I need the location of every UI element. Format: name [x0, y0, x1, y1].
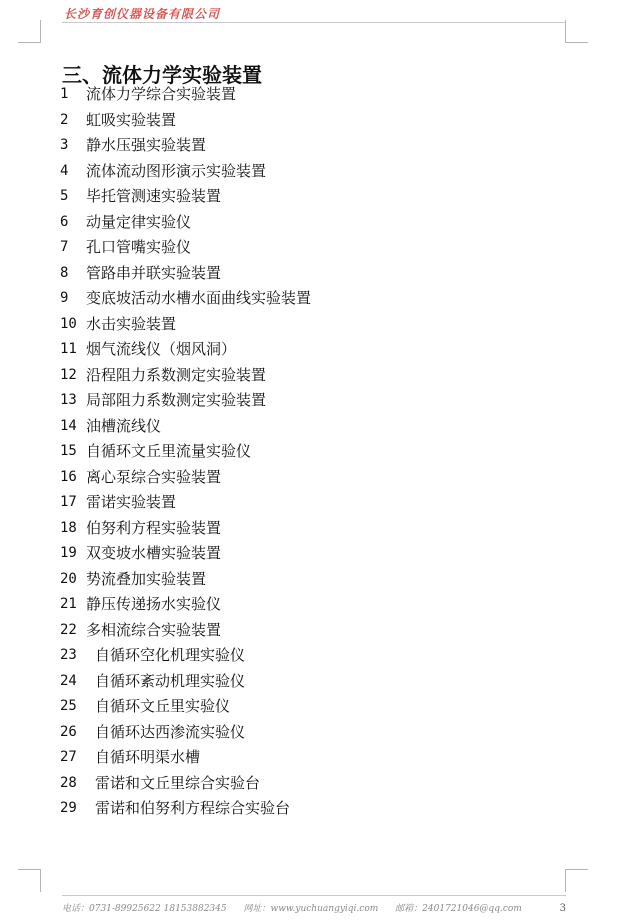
list-item — [60, 490, 311, 516]
list-item-number: 10 — [60, 315, 77, 332]
list-item — [60, 439, 311, 465]
list-item-label: 水击实验装置 — [86, 314, 177, 333]
list-item-label: 自循环文丘里流量实验仪 — [86, 442, 252, 460]
list-item-label: 静压传递扬水实验仪 — [86, 595, 222, 613]
list-item — [60, 235, 311, 261]
list-item — [60, 618, 311, 644]
list-item-label: 烟气流线仪（烟风洞） — [86, 340, 237, 358]
list-item-number: 2 — [60, 111, 69, 128]
list-item-label: 自循环文丘里实验仪 — [95, 697, 231, 715]
list-item-label: 势流叠加实验装置 — [86, 569, 207, 588]
list-item — [60, 337, 311, 363]
list-item — [60, 159, 311, 185]
section-title: 三、流体力学实验装置 — [62, 63, 262, 88]
list-item — [60, 796, 311, 822]
list-item — [60, 694, 311, 720]
list-item-number: 9 — [60, 290, 69, 306]
footer-phone: 电话：0731-89925622 18153882345 — [62, 904, 227, 914]
list-item-number: 14 — [60, 417, 77, 434]
header-divider — [62, 22, 566, 23]
list-item-number: 27 — [60, 749, 77, 765]
list-item-label: 离心泵综合实验装置 — [86, 467, 222, 486]
list-item-label: 孔口管嘴实验仪 — [86, 238, 192, 256]
list-item — [60, 184, 311, 210]
list-item-number: 25 — [60, 698, 77, 714]
list-item-number: 6 — [60, 213, 69, 230]
list-item-label: 自循环达西渗流实验仪 — [95, 722, 246, 741]
list-item — [60, 669, 311, 695]
list-item-label: 多相流综合实验装置 — [86, 620, 222, 639]
list-item-label: 自循环紊动机理实验仪 — [95, 671, 246, 690]
footer-divider — [62, 895, 566, 896]
list-item-label: 雷诺实验装置 — [86, 493, 177, 511]
list-item — [60, 465, 311, 491]
list-item-label: 局部阻力系数测定实验装置 — [86, 391, 267, 409]
list-item — [60, 108, 311, 134]
list-item-label: 流体力学综合实验装置 — [86, 85, 237, 103]
equipment-list — [60, 82, 311, 822]
list-item-label: 虹吸实验装置 — [86, 110, 177, 129]
list-item — [60, 541, 311, 567]
list-item-number: 21 — [60, 596, 77, 612]
list-item — [60, 312, 311, 338]
list-item-label: 变底坡活动水槽水面曲线实验装置 — [86, 289, 312, 307]
list-item — [60, 414, 311, 440]
list-item — [60, 388, 311, 414]
list-item-number: 13 — [60, 392, 77, 408]
list-item-label: 动量定律实验仪 — [86, 212, 192, 231]
list-item — [60, 210, 311, 236]
list-item — [60, 745, 311, 771]
crop-mark-bottom-right — [565, 869, 588, 892]
list-item — [60, 286, 311, 312]
list-item-number: 7 — [60, 239, 69, 255]
list-item-number: 19 — [60, 545, 77, 561]
crop-mark-top-left — [18, 20, 41, 43]
list-item — [60, 363, 311, 389]
header-company-name: 长沙育创仪器设备有限公司 — [64, 7, 221, 21]
list-item — [60, 592, 311, 618]
list-item-number: 23 — [60, 647, 77, 663]
list-item-number: 5 — [60, 188, 69, 204]
list-item-number: 3 — [60, 137, 69, 153]
list-item-label: 油槽流线仪 — [86, 416, 162, 435]
list-item-number: 28 — [60, 774, 77, 791]
footer-email: 邮箱：2401721046@qq.com — [395, 904, 522, 914]
page-number: 3 — [559, 903, 566, 914]
list-item-label: 静水压强实验装置 — [86, 136, 207, 154]
list-item — [60, 771, 311, 797]
footer-website: 网址：www.yuchuangyiqi.com — [243, 904, 379, 914]
list-item-number: 24 — [60, 672, 77, 689]
list-item-number: 18 — [60, 519, 77, 536]
list-item — [60, 261, 311, 287]
list-item-label: 毕托管测速实验装置 — [86, 187, 222, 205]
list-item — [60, 133, 311, 159]
list-item-number: 1 — [60, 86, 69, 102]
list-item-label: 沿程阻力系数测定实验装置 — [86, 365, 267, 384]
list-item — [60, 720, 311, 746]
list-item-number: 15 — [60, 443, 77, 459]
list-item-number: 29 — [60, 800, 77, 816]
list-item-label: 雷诺和伯努利方程综合实验台 — [95, 799, 291, 817]
list-item-label: 流体流动图形演示实验装置 — [86, 161, 267, 180]
list-item-number: 26 — [60, 723, 77, 740]
crop-mark-top-right — [565, 20, 588, 43]
list-item-number: 4 — [60, 162, 69, 179]
list-item — [60, 567, 311, 593]
list-item-number: 12 — [60, 366, 77, 383]
list-item-label: 自循环明渠水槽 — [95, 748, 201, 766]
list-item-number: 20 — [60, 570, 77, 587]
list-item-label: 伯努利方程实验装置 — [86, 518, 222, 537]
list-item — [60, 643, 311, 669]
list-item-label: 管路串并联实验装置 — [86, 263, 222, 282]
list-item-number: 11 — [60, 341, 77, 357]
list-item — [60, 516, 311, 542]
list-item-number: 22 — [60, 621, 77, 638]
list-item-number: 16 — [60, 468, 77, 485]
list-item-number: 8 — [60, 264, 69, 281]
list-item — [60, 82, 311, 108]
list-item-label: 雷诺和文丘里综合实验台 — [95, 773, 261, 792]
list-item-label: 自循环空化机理实验仪 — [95, 646, 246, 664]
footer-contact — [62, 901, 536, 914]
crop-mark-bottom-left — [18, 869, 41, 892]
list-item-label: 双变坡水槽实验装置 — [86, 544, 222, 562]
list-item-number: 17 — [60, 494, 77, 510]
